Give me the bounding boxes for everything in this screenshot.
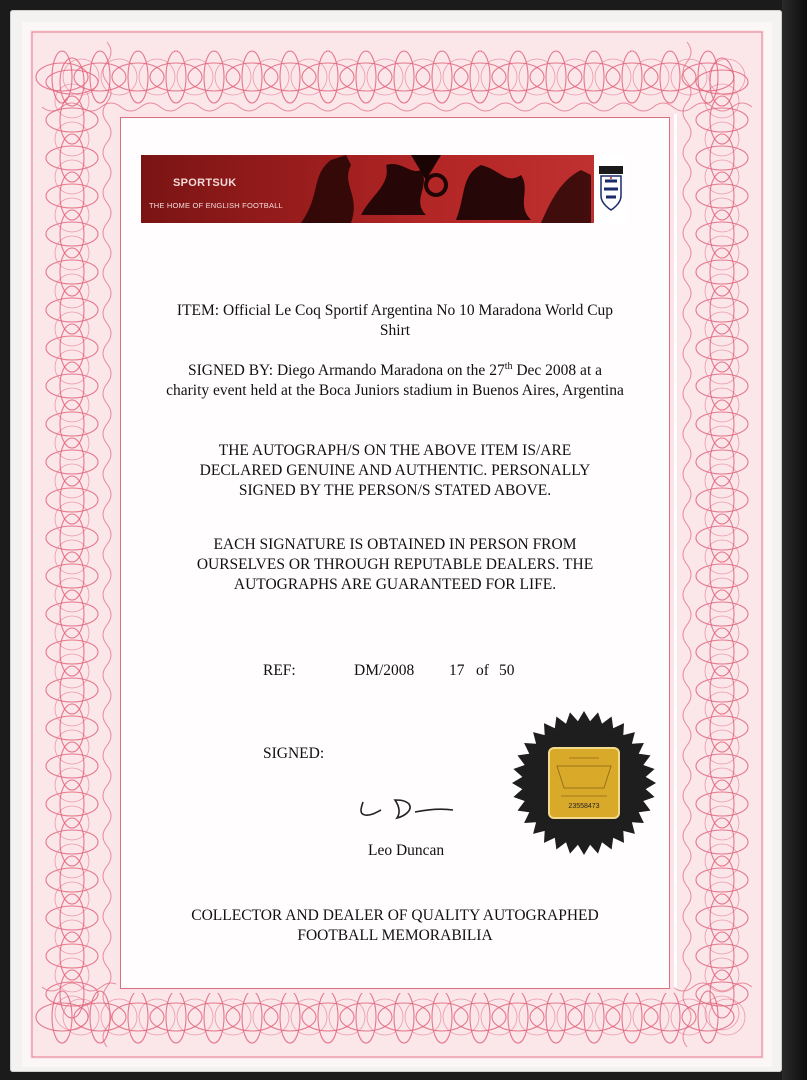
footer-line-1: COLLECTOR AND DEALER OF QUALITY AUTOGRAPHED [191, 907, 599, 924]
ref-label: REF: [263, 662, 296, 679]
dealer-footer [121, 906, 669, 946]
guarantee-line-2: OURSELVES OR THROUGH REPUTABLE DEALERS. THE [196, 556, 594, 573]
authenticity-declaration [121, 441, 669, 501]
declaration-line-1: THE AUTOGRAPH/S ON THE ABOVE ITEM IS/ARE [218, 442, 572, 459]
certificate-sheet [22, 22, 772, 1067]
hologram-seal [509, 708, 659, 858]
footer-line-2: FOOTBALL MEMORABILIA [297, 927, 493, 944]
england-crest [594, 155, 627, 223]
signer-name: Leo Duncan [368, 842, 445, 859]
three-lions-artwork-icon [291, 155, 591, 223]
edition-number: 17 [449, 662, 465, 679]
signed-by-statement [121, 361, 669, 401]
seal-serial: 23558473 [568, 803, 600, 810]
guarantee-line-3: AUTOGRAPHS ARE GUARANTEED FOR LIFE. [233, 576, 557, 593]
date-ordinal: th [504, 360, 513, 372]
brand-name: SPORTSUK [173, 177, 237, 189]
signed-by-post: Dec 2008 at a [512, 362, 603, 379]
three-lions-crest-icon [599, 166, 623, 212]
item-line-2: Shirt [379, 322, 411, 339]
brand-tagline: THE HOME OF ENGLISH FOOTBALL [149, 201, 283, 210]
guarantee-statement [121, 535, 669, 595]
item-description [121, 301, 669, 341]
handwritten-signature [353, 788, 473, 828]
guarantee-line-1: EACH SIGNATURE IS OBTAINED IN PERSON FROM [213, 536, 577, 553]
edition-of: of [476, 662, 489, 679]
signed-by-line-2: charity event held at the Boca Juniors stadium in Buenos Aires, Argentina [166, 382, 624, 399]
edition-total: 50 [499, 662, 515, 679]
item-line-1: ITEM: Official Le Coq Sportif Argentina No 10 Maradona World Cup [176, 302, 614, 319]
certificate-panel [120, 117, 670, 989]
sportsuk-banner [141, 155, 627, 223]
declaration-line-3: SIGNED BY THE PERSON/S STATED ABOVE. [238, 482, 552, 499]
sleeve-edge [782, 0, 807, 1080]
ref-code: DM/2008 [354, 662, 415, 679]
declaration-line-2: DECLARED GENUINE AND AUTHENTIC. PERSONALLY [199, 462, 591, 479]
signed-label: SIGNED: [263, 745, 325, 762]
signed-by-pre: SIGNED BY: Diego Armando Maradona on the 27 [187, 362, 505, 379]
signed-by-line-1 [121, 361, 669, 381]
